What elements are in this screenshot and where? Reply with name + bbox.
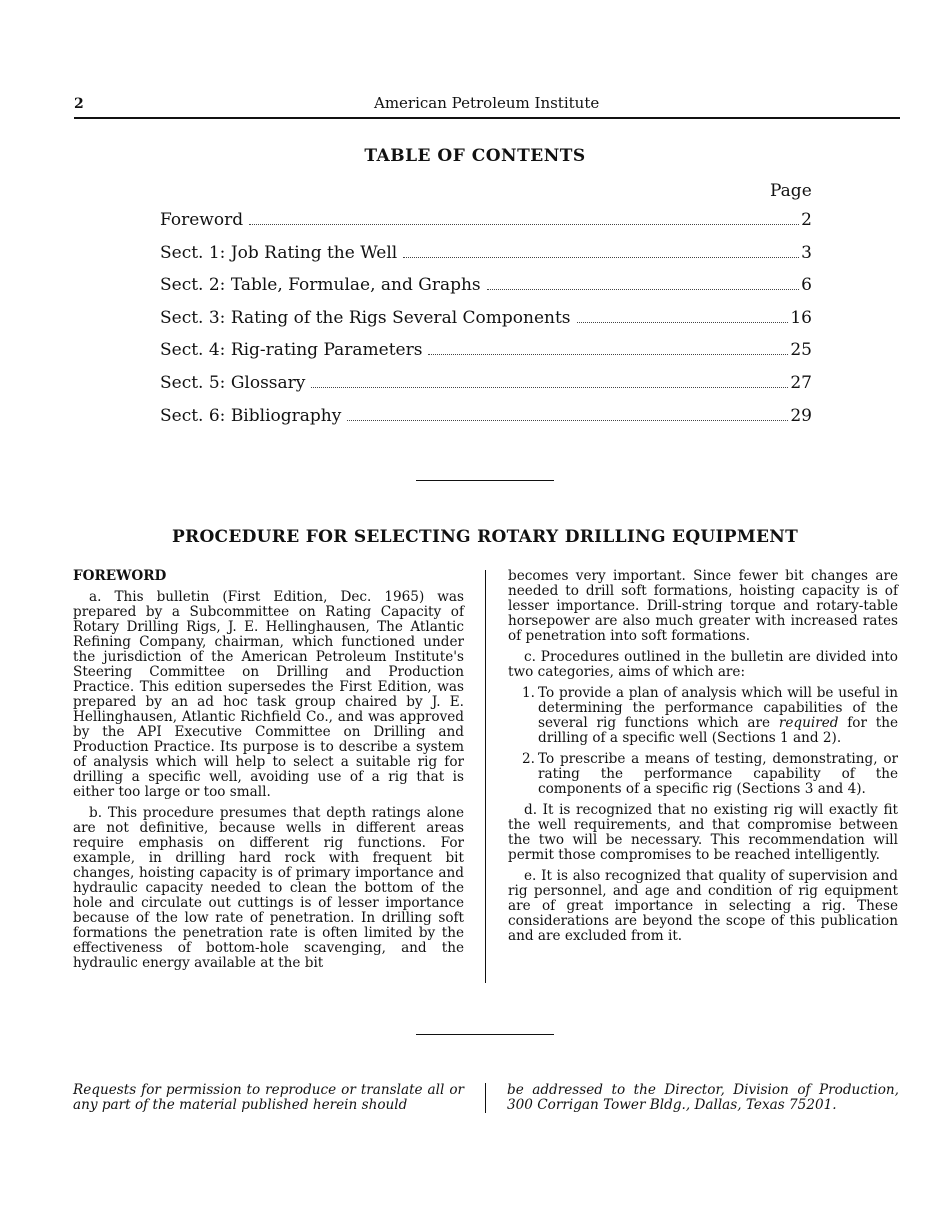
toc-entry-label: Sect. 5: Glossary <box>160 372 306 393</box>
toc-title: TABLE OF CONTENTS <box>364 146 586 166</box>
toc-entry <box>160 210 812 243</box>
list-item <box>508 752 898 797</box>
foreword-heading: FOREWORD <box>73 568 167 584</box>
emphasis-text: required <box>778 715 839 731</box>
list-item-text: To provide a plan of analysis which will be useful in determining the performance capabilities of the several rig functions which are <box>538 685 898 731</box>
toc-entry-label: Sect. 3: Rating of the Rigs Several Components <box>160 307 571 328</box>
toc-entry-label: Sect. 4: Rig-rating Parameters <box>160 340 423 361</box>
paragraph-b: b. This procedure presumes that depth ratings alone are not definitive, because wells in different areas require emphasis on different rig functions. For example, in drilling hard rock with frequent bit changes, hoisting capacity is of primary importance and hydraulic capacity needed to clean the bottom of the hole and circulate out cuttings is of lesser importance because of the low rate of penetration. In drilling soft formations the penetration rate is often limited by the effectiveness of bottom-hole scavenging, and the hydraulic energy available at the bit <box>73 805 464 971</box>
section-divider-rule <box>416 1034 554 1035</box>
leader-dots <box>577 322 789 323</box>
toc-entry-page: 2 <box>801 210 812 230</box>
footer-divider <box>485 1083 486 1113</box>
leader-dots <box>311 387 788 388</box>
main-title: PROCEDURE FOR SELECTING ROTARY DRILLING EQUIPMENT <box>171 527 799 547</box>
leader-dots <box>249 224 799 225</box>
list-item-number: 1. <box>522 685 535 701</box>
list-item-text: for the drilling of a specific well (Sections 1 and 2). <box>538 715 898 746</box>
toc-entry <box>160 243 812 276</box>
footer-note-right: be addressed to the Director, Division of Production, 300 Corrigan Tower Bldg., Dallas, Texas 75201. <box>507 1082 899 1113</box>
table-of-contents <box>160 210 812 438</box>
section-divider-rule <box>416 480 554 481</box>
leader-dots <box>403 257 799 258</box>
list-item <box>508 686 898 746</box>
toc-entry-page: 29 <box>790 405 812 426</box>
toc-entry <box>160 406 812 439</box>
toc-entry <box>160 373 812 406</box>
toc-page-label: Page <box>770 181 812 201</box>
page-header <box>74 93 900 119</box>
column-divider <box>485 570 486 983</box>
leader-dots <box>347 420 788 421</box>
toc-entry <box>160 340 812 373</box>
leader-dots <box>487 289 800 290</box>
paragraph-b-continued: becomes very important. Since fewer bit changes are needed to drill soft formations, hoisting capacity is of lesser importance. Drill-string torque and rotary-table horsepower are also much greater with increased rates of penetration into soft formations. <box>508 568 898 644</box>
paragraph-e: e. It is also recognized that quality of supervision and rig personnel, and age and condition of rig equipment are of great importance in selecting a rig. These considerations are beyond the scope of this publication and are excluded from it. <box>508 868 898 944</box>
list-item-number: 2. <box>522 751 535 767</box>
paragraph-d: d. It is recognized that no existing rig will exactly fit the well requirements, and that compromise between the two will be necessary. This recommendation will permit those compromises to be reached intelligently. <box>508 802 898 863</box>
footer-note-left: Requests for permission to reproduce or translate all or any part of the material published herein should <box>73 1082 464 1113</box>
paragraph-c: c. Procedures outlined in the bulletin are divided into two categories, aims of which are: <box>508 649 898 680</box>
toc-entry-page: 6 <box>801 275 812 296</box>
leader-dots <box>428 354 788 355</box>
toc-entry-label: Sect. 6: Bibliography <box>160 405 342 426</box>
toc-entry-label: Foreword <box>160 210 244 230</box>
right-column <box>508 569 898 950</box>
toc-entry <box>160 308 812 341</box>
toc-entry-label: Sect. 1: Job Rating the Well <box>160 242 398 263</box>
toc-entry-page: 25 <box>790 340 812 361</box>
toc-entry-label: Sect. 2: Table, Formulae, and Graphs <box>160 275 481 296</box>
running-head: American Petroleum Institute <box>374 94 600 112</box>
toc-entry-page: 16 <box>790 307 812 328</box>
paragraph-a: a. This bulletin (First Edition, Dec. 1965) was prepared by a Subcommittee on Rating Capacity of Rotary Drilling Rigs, J. E. Hellinghausen, The Atlantic Refining Company, chairman, which functioned under the jurisdiction of the American Petroleum Institute's Steering Committee on Drilling and Production Practice. This edition supersedes the First Edition, was prepared by an ad hoc task group chaired by J. E. Hellinghausen, Atlantic Richfield Co., and was approved by the API Executive Committee on Drilling and Production Practice. Its purpose is to describe a system of analysis which will help to select a suitable rig for drilling a specific well, avoiding use of a rig that is either too large or too small. <box>73 589 464 800</box>
toc-entry-page: 3 <box>801 242 812 263</box>
page-number: 2 <box>74 96 84 112</box>
toc-entry <box>160 275 812 308</box>
aims-list <box>508 686 898 797</box>
left-column <box>73 569 464 977</box>
toc-entry-page: 27 <box>790 372 812 393</box>
list-item-text: To prescribe a means of testing, demonstrating, or rating the performance capability of the components of a specific rig (Sections 3 and 4). <box>538 751 898 797</box>
